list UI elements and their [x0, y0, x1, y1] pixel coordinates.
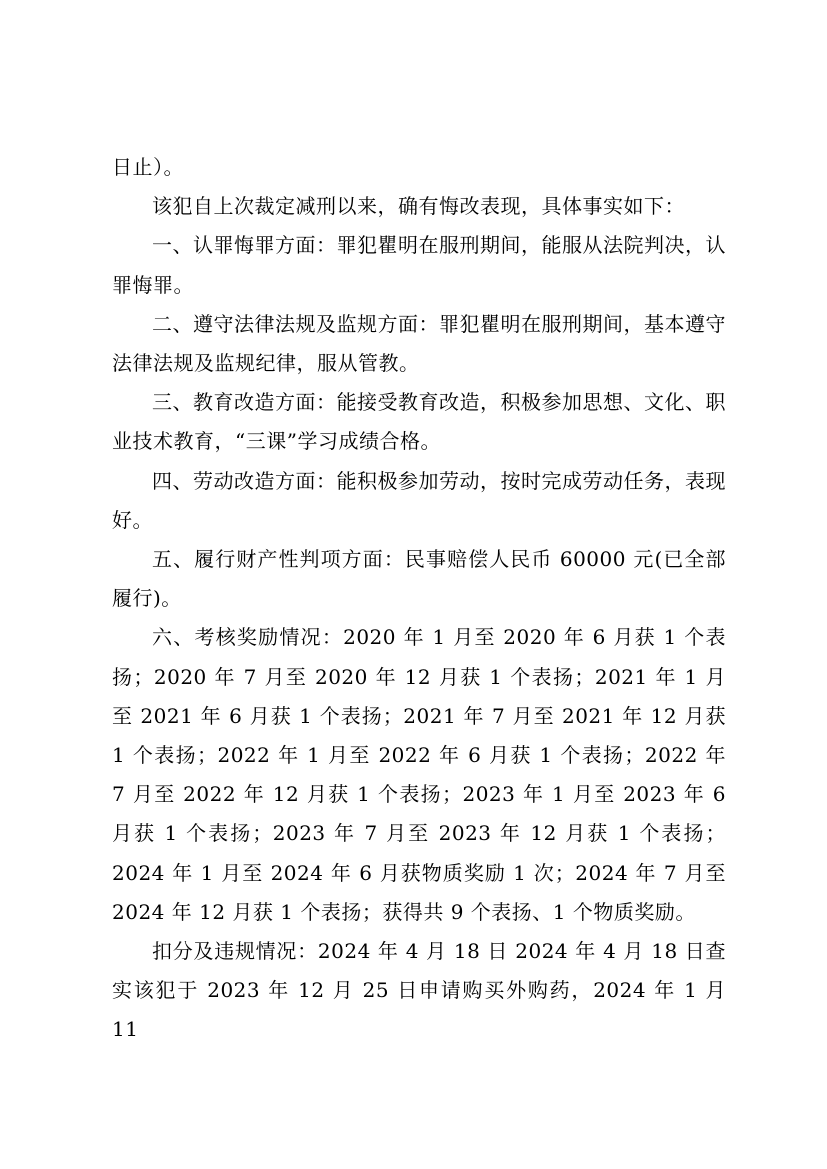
paragraph-continuation: 日止）。: [112, 155, 184, 179]
paragraph-law-compliance: 二、遵守法律法规及监规方面：罪犯瞿明在服刑期间，基本遵守法律法规及监规纪律，服从管教。: [112, 311, 726, 376]
paragraph-remorse: 一、认罪悔罪方面：罪犯瞿明在服刑期间，能服从法院判决，认罪悔罪。: [112, 233, 726, 297]
paragraph-intro: 该犯自上次裁定减刑以来，确有悔改表现，具体事实如下：: [152, 194, 685, 219]
paragraph-property-obligation: 五、履行财产性判项方面：民事赔偿人民币 60000 元(已全部履行)。: [112, 547, 726, 611]
paragraph-education: 三、教育改造方面：能接受教育改造，积极参加思想、文化、职业技术教育，“三课”学习成绩合格。: [112, 390, 726, 454]
document-body: [112, 148, 726, 1050]
paragraph-labor: 四、劳动改造方面：能积极参加劳动，按时完成劳动任务，表现好。: [112, 468, 726, 532]
paragraph-violations: 扣分及违规情况：2024 年 4 月 18 日 2024 年 4 月 18 日查实该犯于 2023 年 12 月 25 日申请购买外购药，2024 年 1 月 11: [112, 939, 726, 1042]
paragraph-rewards: 六、考核奖励情况：2020 年 1 月至 2020 年 6 月获 1 个表扬；2020 年 7 月至 2020 年 12 月获 1 个表扬；2021 年 1 月至 2021 年 6 月获 1 个表扬；2021 年 7 月至 2021 年 12 月获 1 个表扬；2022 年 1 月至 2022 年 6 月获 1 个表扬；2022 年 7 月至 2022 年 12 月获 1 个表扬；2023 年 1 月至 2023 年 6 月获 1 个表扬；2023 年 7 月至 2023 年 12 月获 1 个表扬；2024 年 1 月至 2024 年 6 月获物质奖励 1 次；2024 年 7 月至 2024 年 12 月获 1 个表扬；获得共 9 个表扬、1 个物质奖励。: [112, 625, 726, 924]
